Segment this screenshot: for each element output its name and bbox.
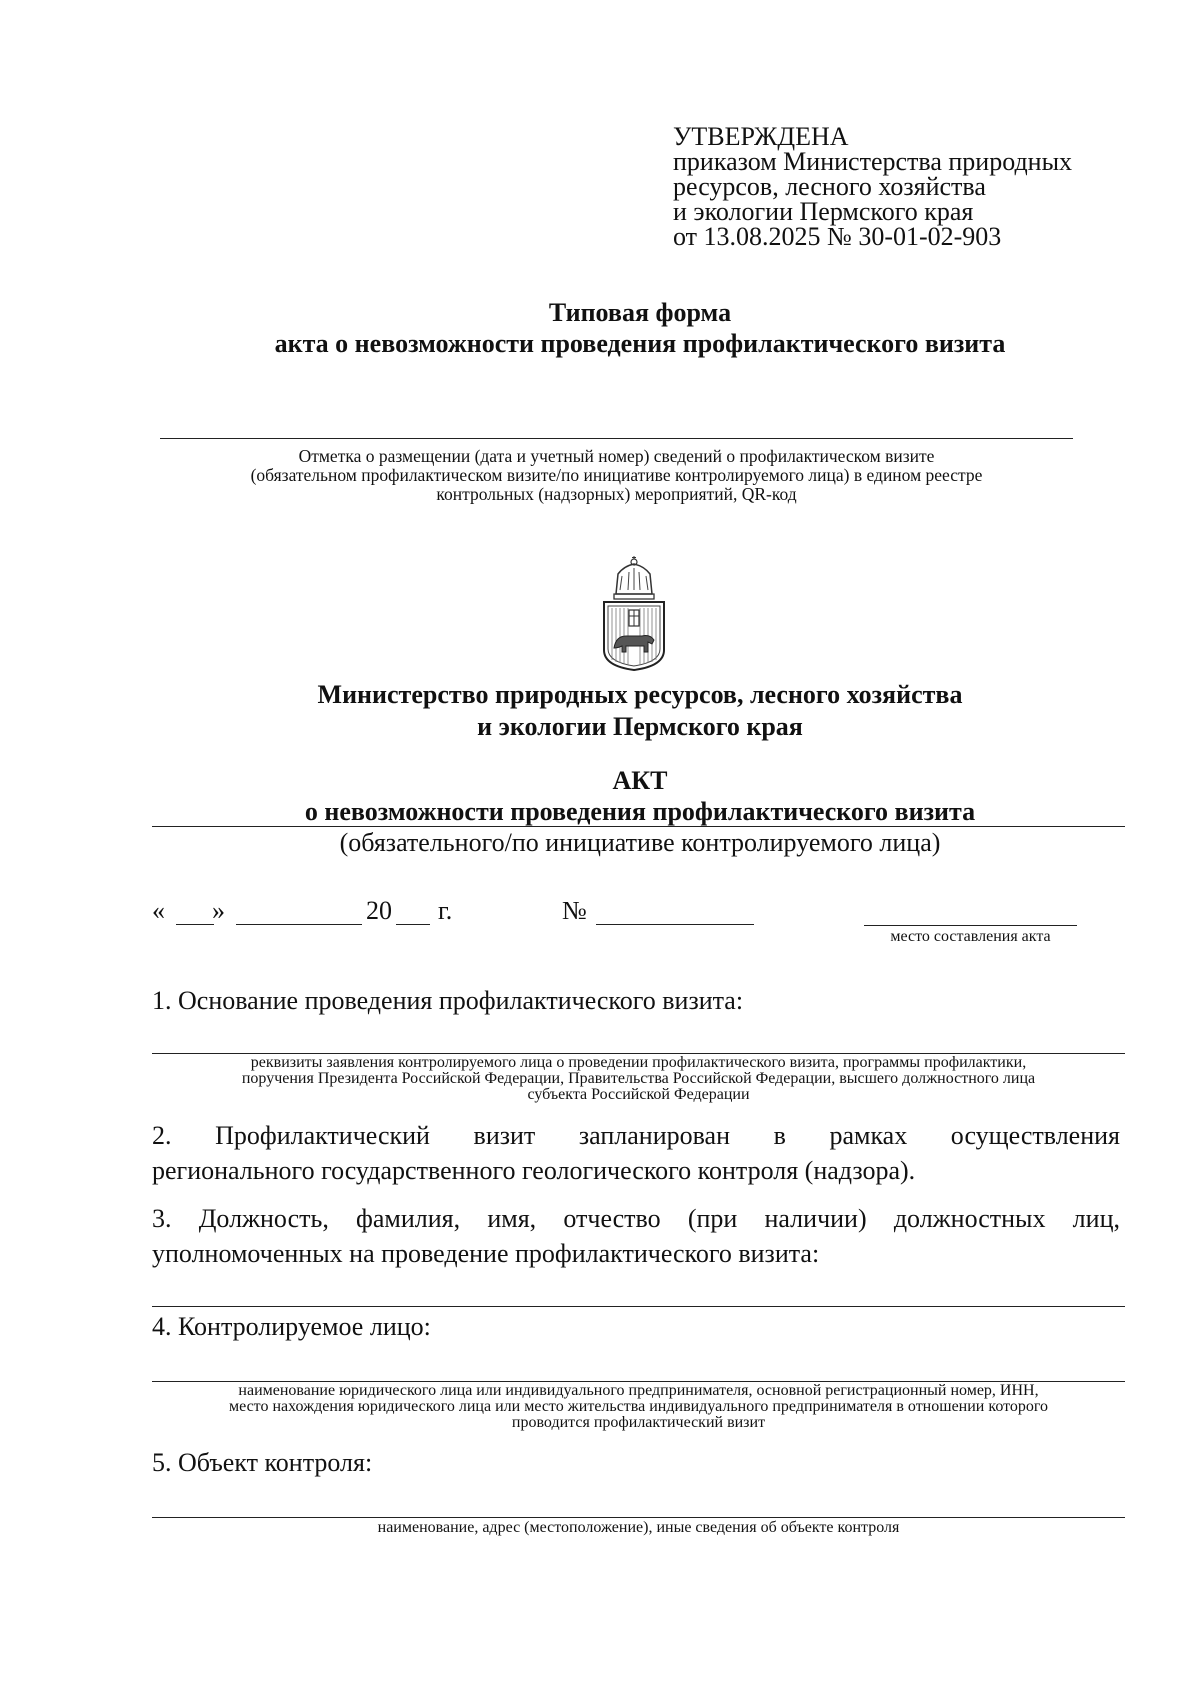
approval-line: от 13.08.2025 № 30-01-02-903 <box>673 222 1002 251</box>
approval-line: ресурсов, лесного хозяйства <box>673 172 986 201</box>
section-5-label: 5. Объект контроля: <box>152 1448 373 1477</box>
registry-note-line3: контрольных (надзорных) мероприятий, QR-код <box>436 484 797 504</box>
place-caption: место составления акта <box>890 928 1051 945</box>
registry-note-line <box>160 438 1073 439</box>
approval-line: приказом Министерства природных <box>673 147 1073 176</box>
form-title-line1: Типовая форма <box>548 298 732 327</box>
approval-block <box>673 124 1072 249</box>
section-3-line <box>152 1306 1125 1307</box>
section-3-line1: 3. Должность, фамилия, имя, отчество (при наличии) должностных лиц, <box>152 1204 1120 1233</box>
year-suffix: г. <box>438 896 453 925</box>
ministry-line1: Министерство природных ресурсов, лесного хозяйства <box>317 680 963 709</box>
registry-note-line2: (обязательном профилактическом визите/по инициативе контролируемого лица) в едином реестре <box>250 465 983 485</box>
section-4-caption-line3: проводится профилактический визит <box>511 1414 766 1431</box>
section-2-line1: 2. Профилактический визит запланирован в рамках осуществления <box>152 1121 1120 1150</box>
section-1-caption <box>152 1055 1125 1103</box>
year-blank <box>396 924 430 925</box>
section-1-caption-line3: субъекта Российской Федерации <box>527 1086 750 1103</box>
act-heading: АКТ <box>612 766 668 795</box>
number-sign: № <box>562 896 587 925</box>
section-1-caption-line1: реквизиты заявления контролируемого лица о проведении профилактического визита, программы профилактики, <box>250 1054 1027 1071</box>
approval-line: и экологии Пермского края <box>673 197 974 226</box>
day-blank <box>176 924 214 925</box>
section-3-line2: уполномоченных на проведение профилактического визита: <box>152 1239 820 1268</box>
registry-note <box>160 447 1073 504</box>
section-4-caption-line1: наименование юридического лица или индивидуального предпринимателя, основной регистрационный номер, ИНН, <box>238 1382 1039 1399</box>
number-blank <box>596 924 754 925</box>
quote-open: « <box>152 896 165 925</box>
month-blank <box>236 924 362 925</box>
act-underline <box>152 826 1125 827</box>
ministry-line2: и экологии Пермского края <box>477 712 803 741</box>
section-5-caption: наименование, адрес (местоположение), иные сведения об объекте контроля <box>377 1519 900 1536</box>
section-2-line2: регионального государственного геологического контроля (надзора). <box>152 1156 916 1185</box>
year-prefix: 20 <box>366 896 392 925</box>
form-title-line2: акта о невозможности проведения профилактического визита <box>274 329 1006 358</box>
quote-close: » <box>212 896 225 925</box>
place-blank <box>864 925 1077 926</box>
act-subtitle: о невозможности проведения профилактического визита <box>304 797 976 826</box>
section-4-caption <box>152 1383 1125 1431</box>
section-1-caption-line2: поручения Президента Российской Федерации, Правительства Российской Федерации, высшего должностного лица <box>241 1070 1036 1087</box>
approval-heading: УТВЕРЖДЕНА <box>673 122 849 151</box>
section-1-label: 1. Основание проведения профилактического визита: <box>152 986 744 1015</box>
section-4-caption-line2: место нахождения юридического лица или место жительства индивидуального предпринимателя в отношении которого <box>228 1398 1049 1415</box>
section-4-label: 4. Контролируемое лицо: <box>152 1312 431 1341</box>
act-type: (обязательного/по инициативе контролируемого лица) <box>339 828 941 857</box>
registry-note-line1: Отметка о размещении (дата и учетный номер) сведений о профилактическом визите <box>298 446 935 466</box>
perm-krai-coat-of-arms-icon <box>598 552 670 672</box>
section-5-line <box>152 1517 1125 1518</box>
